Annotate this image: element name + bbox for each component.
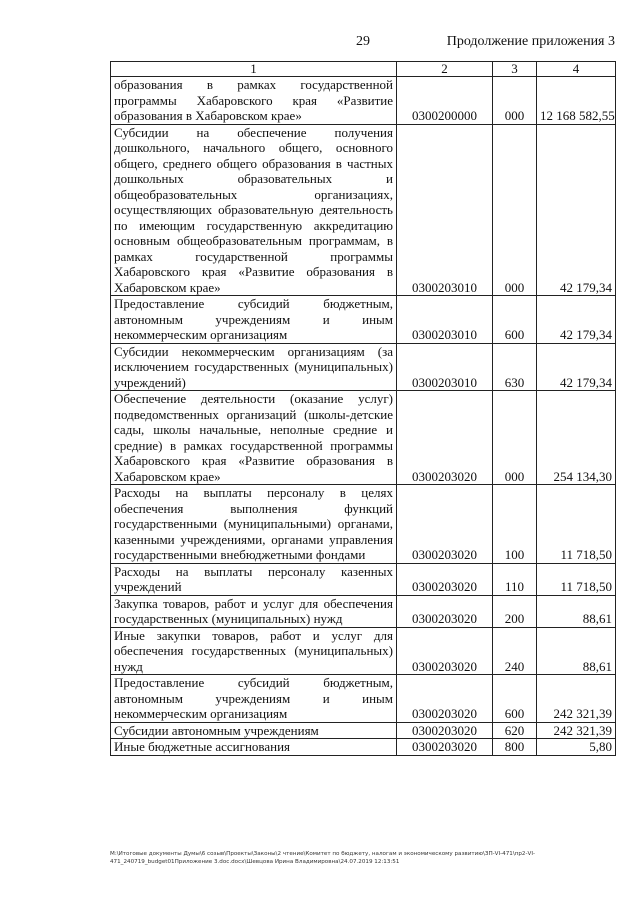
budget-table: [110, 61, 616, 756]
table-row: [111, 563, 616, 595]
row-code: 0300203020: [397, 391, 493, 485]
row-name: Расходы на выплаты персоналу в целях обеспечения выполнения функций государственными (муниципальными) органами, казенными учреждениями, органами управления государственными внебюджетными фондами: [111, 485, 397, 564]
table-row: [111, 391, 616, 485]
row-code: 0300203020: [397, 722, 493, 739]
row-amount: 88,61: [537, 595, 616, 627]
row-expense-type: 100: [493, 485, 537, 564]
row-amount: 242 321,39: [537, 675, 616, 723]
row-amount: 242 321,39: [537, 722, 616, 739]
row-code: 0300203020: [397, 627, 493, 675]
column-header: 4: [537, 62, 616, 77]
row-code: 0300203020: [397, 739, 493, 756]
row-name: Расходы на выплаты персоналу казенных учреждений: [111, 563, 397, 595]
table-row: [111, 675, 616, 723]
table-row: [111, 627, 616, 675]
row-amount: 88,61: [537, 627, 616, 675]
table-row: [111, 595, 616, 627]
row-expense-type: 200: [493, 595, 537, 627]
continuation-label: Продолжение приложения 3: [446, 34, 615, 49]
file-path-footer: M:\Итоговые документы Думы\6 созыв\Проекты\Законы\2 чтение\Комитет по бюджету, налогам и экономическому развитию\ЗП-VI-471\пр2-VI-471_240719_budget01Приложение 3.doc.docx\Шевцова Ирина Владимировна\24.07.2019 12:13:51: [110, 851, 535, 865]
row-code: 0300203020: [397, 485, 493, 564]
row-code: 0300200000: [397, 77, 493, 125]
table-row: [111, 296, 616, 344]
row-code: 0300203010: [397, 296, 493, 344]
row-expense-type: 000: [493, 391, 537, 485]
table-row: [111, 485, 616, 564]
row-name: Обеспечение деятельности (оказание услуг) подведомственных организаций (школы-детские сады, школы начальные, неполные средние и средние) в рамках государственной программы Хабаровского края «Развитие образования в Хабаровском крае»: [111, 391, 397, 485]
column-header: 2: [397, 62, 493, 77]
row-name: Предоставление субсидий бюджетным, автономным учреждениям и иным некоммерческим организациям: [111, 675, 397, 723]
row-amount: 12 168 582,55: [537, 77, 616, 125]
row-name: образования в рамках государственной программы Хабаровского края «Развитие образования в Хабаровском крае»: [111, 77, 397, 125]
table-row: [111, 739, 616, 756]
row-name: Субсидии на обеспечение получения дошкольного, начального общего, основного общего, среднего общего образования в частных дошкольных образовательных и общеобразовательных организациях, осуществляющих образовательную деятельность по имеющим государственную аккредитацию основным общеобразовательным программам, в рамках государственной программы Хабаровского края «Развитие образования в Хабаровском крае»: [111, 124, 397, 296]
row-name: Иные бюджетные ассигнования: [111, 739, 397, 756]
row-expense-type: 600: [493, 296, 537, 344]
row-expense-type: 600: [493, 675, 537, 723]
table-row: [111, 343, 616, 391]
row-expense-type: 800: [493, 739, 537, 756]
row-expense-type: 620: [493, 722, 537, 739]
row-amount: 42 179,34: [537, 296, 616, 344]
table-row: [111, 124, 616, 296]
row-amount: 254 134,30: [537, 391, 616, 485]
row-name: Субсидии автономным учреждениям: [111, 722, 397, 739]
column-header: 3: [493, 62, 537, 77]
row-expense-type: 000: [493, 124, 537, 296]
row-expense-type: 110: [493, 563, 537, 595]
row-amount: 11 718,50: [537, 563, 616, 595]
row-name: Закупка товаров, работ и услуг для обеспечения государственных (муниципальных) нужд: [111, 595, 397, 627]
page-number: 29: [356, 34, 370, 49]
table-row: [111, 722, 616, 739]
page-header: [110, 34, 615, 54]
row-amount: 42 179,34: [537, 124, 616, 296]
row-code: 0300203020: [397, 675, 493, 723]
table-row: [111, 77, 616, 125]
row-code: 0300203010: [397, 343, 493, 391]
table-header-row: [111, 62, 616, 77]
row-code: 0300203010: [397, 124, 493, 296]
row-expense-type: 000: [493, 77, 537, 125]
row-name: Субсидии некоммерческим организациям (за исключением государственных (муниципальных) учреждений): [111, 343, 397, 391]
column-header: 1: [111, 62, 397, 77]
row-amount: 42 179,34: [537, 343, 616, 391]
row-code: 0300203020: [397, 563, 493, 595]
row-expense-type: 240: [493, 627, 537, 675]
row-code: 0300203020: [397, 595, 493, 627]
row-amount: 5,80: [537, 739, 616, 756]
row-name: Иные закупки товаров, работ и услуг для обеспечения государственных (муниципальных) нужд: [111, 627, 397, 675]
row-expense-type: 630: [493, 343, 537, 391]
row-amount: 11 718,50: [537, 485, 616, 564]
row-name: Предоставление субсидий бюджетным, автономным учреждениям и иным некоммерческим организациям: [111, 296, 397, 344]
